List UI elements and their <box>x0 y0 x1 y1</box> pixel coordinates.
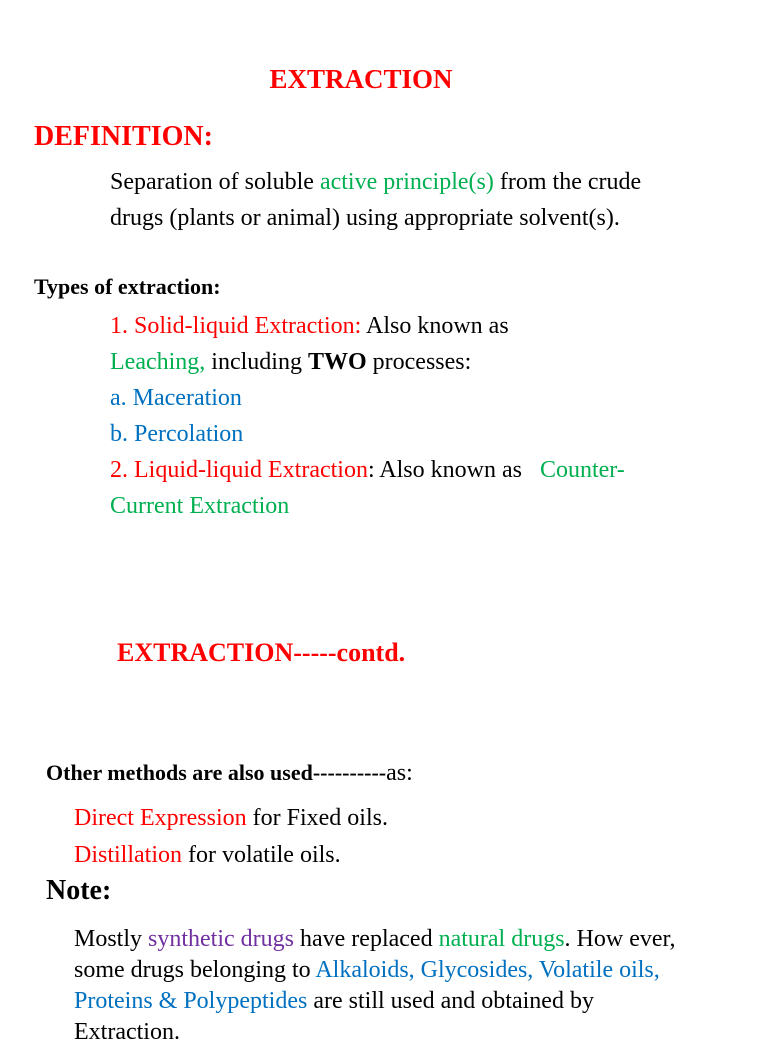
fixed-oils-text: for Fixed oils. <box>246 805 388 831</box>
including-text: including <box>205 349 308 375</box>
note-text-line-3 <box>74 986 594 1017</box>
liquid-liquid-extraction-label: 2. Liquid-liquid Extraction <box>110 457 368 483</box>
note-text: are still used and obtained by <box>307 988 594 1014</box>
note-text: . How ever, <box>564 926 676 952</box>
note-text-line-2 <box>74 955 660 986</box>
leaching-term: Leaching, <box>110 349 206 375</box>
type-2-line-2: Current Extraction <box>110 493 290 519</box>
definition-text-line-1 <box>110 164 641 200</box>
type-1-line-2 <box>110 344 471 380</box>
note-text: Mostly <box>74 926 149 952</box>
as-text: as: <box>386 760 413 786</box>
solid-liquid-extraction-label: 1. Solid-liquid Extraction: <box>110 313 362 339</box>
processes-text: processes: <box>366 349 472 375</box>
note-text: have replaced <box>294 926 439 952</box>
definition-heading: DEFINITION: <box>34 121 213 152</box>
note-heading: Note: <box>46 875 112 906</box>
distillation-term: Distillation <box>74 842 182 868</box>
counter-current-term: Counter- <box>539 457 625 483</box>
definition-text: Separation of soluble <box>110 169 320 195</box>
type-2-line-1 <box>110 452 625 488</box>
type-1-line-1 <box>110 308 509 344</box>
direct-expression-term: Direct Expression <box>74 805 247 831</box>
direct-expression-item <box>74 800 388 836</box>
drug-classes-term: Alkaloids, Glycosides, Volatile oils, <box>315 957 660 983</box>
note-text: some drugs belonging to <box>74 957 316 983</box>
maceration-item: a. Maceration <box>110 385 242 411</box>
proteins-polypeptides-term: Proteins & Polypeptides <box>74 988 308 1014</box>
other-methods-heading <box>46 760 413 787</box>
active-principles-term: active principle(s) <box>319 169 494 195</box>
types-heading: Types of extraction: <box>34 274 221 299</box>
percolation-item: b. Percolation <box>110 421 244 447</box>
also-known-as-text: : Also known as <box>367 457 540 483</box>
note-text-line-1 <box>74 924 676 955</box>
note-text-line-4: Extraction. <box>74 1019 180 1045</box>
definition-text: from the crude <box>493 169 642 195</box>
also-known-as-text: Also known as <box>361 313 509 339</box>
two-emphasis: TWO <box>307 349 367 375</box>
section-heading-contd: EXTRACTION-----contd. <box>117 638 406 667</box>
page-title: EXTRACTION <box>269 64 453 94</box>
volatile-oils-text: for volatile oils. <box>182 842 341 868</box>
synthetic-drugs-term: synthetic drugs <box>148 926 294 952</box>
definition-text-line-2: drugs (plants or animal) using appropriate solvent(s). <box>110 205 620 231</box>
natural-drugs-term: natural drugs <box>438 926 565 952</box>
distillation-item <box>74 837 341 873</box>
other-methods-text: Other methods are also used---------- <box>46 760 387 785</box>
